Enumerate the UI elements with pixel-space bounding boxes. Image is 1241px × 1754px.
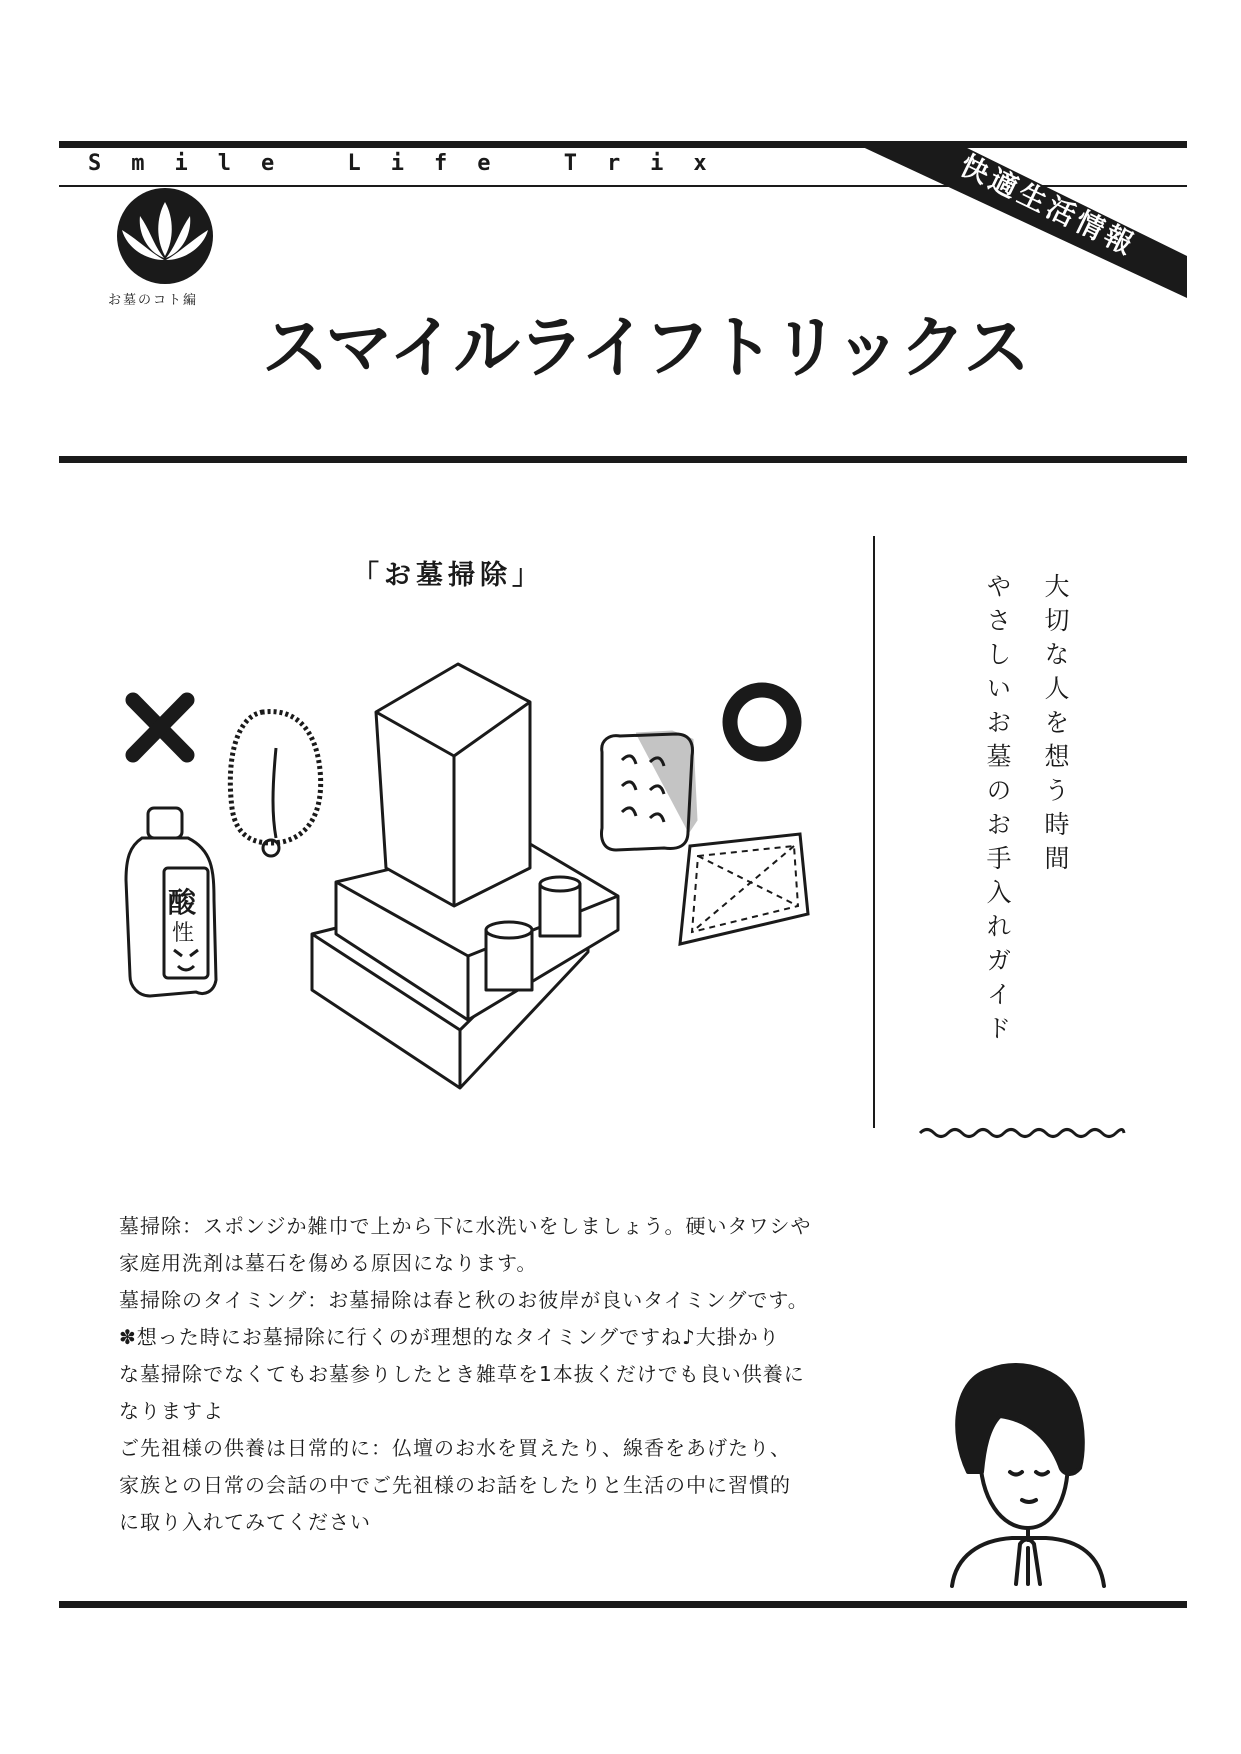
ok-circle-icon [730,690,794,754]
body-line: なりますよ [119,1399,224,1423]
body-line: ご先祖様の供養は日常的に：仏壇のお水を買えたり、線香をあげたり、 [119,1436,791,1460]
body-line: に取り入れてみてください [119,1510,371,1534]
page-title: スマイルライフトリックス [262,309,1029,388]
brush-icon [230,712,320,856]
cloth-icon [680,834,808,944]
body-line: 墓掃除のタイミング：お墓掃除は春と秋のお彼岸が良いタイミングです。 [119,1288,809,1312]
brand-wordmark: Smile Life Trix [88,151,737,176]
body-text [119,1208,879,1541]
body-line: 家族との日常の会話の中でご先祖様のお話をしたりと生活の中に習慣的 [119,1473,791,1497]
praying-person-icon [952,1365,1104,1586]
section-heading: 「お墓掃除」 [352,560,544,591]
body-line: な墓掃除でなくてもお墓参りしたとき雑草を1本抜くだけでも良い供養に [119,1362,805,1386]
body-line: ✽想った時にお墓掃除に行くのが理想的なタイミングですね♪大掛かり [119,1325,780,1349]
badge-text: 快適生活情報 [954,148,1142,263]
vertical-divider [873,536,875,1128]
svg-text:性: 性 [172,921,195,946]
svg-text:酸: 酸 [168,886,197,919]
tagline-line2: やさしいお墓のお手入れガイド [983,573,1012,1049]
wave-divider-icon [920,1130,1124,1137]
series-label: お墓のコト編 [108,293,199,308]
acid-bottle-icon [126,808,216,996]
gravestone-icon [312,664,618,1088]
ng-cross-icon [133,700,187,755]
sponge-icon [602,732,696,850]
tagline-line1: 大切な人を想う時間 [1041,573,1070,879]
body-line: 家庭用洗剤は墓石を傷める原因になります。 [119,1251,538,1275]
body-line: 墓掃除：スポンジか雑巾で上から下に水洗いをしましょう。硬いタワシや [119,1214,812,1238]
